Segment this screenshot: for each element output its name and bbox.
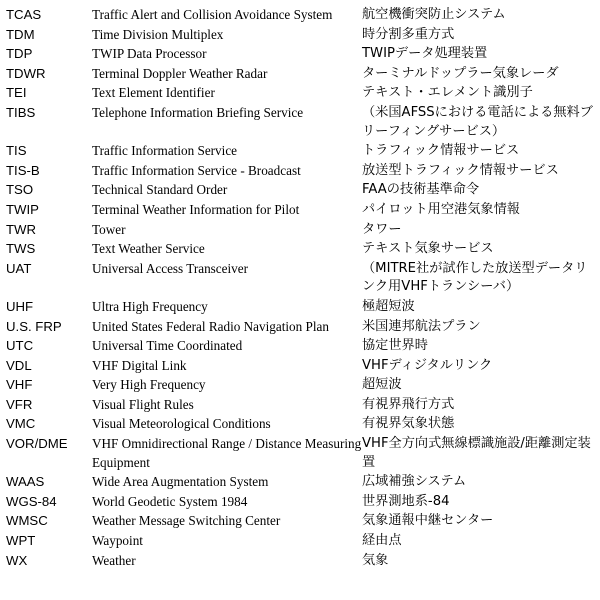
abbreviation: TWS <box>6 241 36 257</box>
english-term: Visual Meteorological Conditions <box>92 416 271 432</box>
abbreviation: VFR <box>6 396 33 412</box>
japanese-term: テキスト気象サービス <box>362 241 494 257</box>
english-term: Telephone Information Briefing Service <box>92 104 304 120</box>
english-term: Wide Area Augmentation System <box>92 474 269 490</box>
japanese-term: パイロット用空港気象情報 <box>362 201 520 217</box>
japanese-term: テキスト・エレメント識別子 <box>362 85 533 101</box>
table-row <box>6 6 594 26</box>
english-term: Terminal Doppler Weather Radar <box>92 65 268 81</box>
table-row <box>6 396 594 416</box>
abbreviation: VOR/DME <box>6 436 68 452</box>
abbreviation: TIBS <box>6 104 36 120</box>
japanese-term: 協定世界時 <box>362 338 428 354</box>
abbreviation: TDWR <box>6 65 46 81</box>
english-term: VHF Omnidirectional Range / Distance Measuring Equipment <box>92 436 362 470</box>
abbreviation: UHF <box>6 298 34 314</box>
japanese-term: 米国連邦航法プラン <box>362 318 481 334</box>
english-term: Ultra High Frequency <box>92 298 208 314</box>
table-row <box>6 376 594 396</box>
glossary-table <box>6 6 594 571</box>
english-term: Traffic Alert and Collision Avoidance System <box>92 7 333 22</box>
table-row <box>6 357 594 377</box>
table-row <box>6 26 594 46</box>
table-row <box>6 532 594 552</box>
japanese-term: （米国AFSSにおける電話による無料ブリーフィングサービス） <box>362 104 593 139</box>
japanese-term: TWIPデータ処理装置 <box>362 46 488 62</box>
abbreviation: WGS-84 <box>6 493 57 509</box>
abbreviation: VHF <box>6 377 33 393</box>
english-term: Text Element Identifier <box>92 85 215 101</box>
english-term: TWIP Data Processor <box>92 46 207 62</box>
table-row <box>6 104 594 142</box>
abbreviation: UTC <box>6 338 34 354</box>
japanese-term: 経由点 <box>362 533 402 549</box>
japanese-term: 有視界飛行方式 <box>362 396 455 412</box>
english-term: Waypoint <box>92 533 143 549</box>
abbreviation: TSO <box>6 182 34 198</box>
table-row <box>6 65 594 85</box>
english-term: Technical Standard Order <box>92 182 228 198</box>
japanese-term: 時分割多重方式 <box>362 26 455 42</box>
japanese-term: 有視界気象状態 <box>362 416 455 432</box>
abbreviation: WPT <box>6 533 36 549</box>
abbreviation: VMC <box>6 416 36 432</box>
english-term: Time Division Multiplex <box>92 26 224 42</box>
japanese-term: 気象 <box>362 552 389 568</box>
table-row <box>6 435 594 473</box>
table-row <box>6 162 594 182</box>
abbreviation: TWIP <box>6 201 39 217</box>
table-row <box>6 473 594 493</box>
abbreviation: WAAS <box>6 474 45 490</box>
english-term: Visual Flight Rules <box>92 396 194 412</box>
table-row <box>6 221 594 241</box>
table-row <box>6 45 594 65</box>
japanese-term: タワー <box>362 221 402 237</box>
english-term: Tower <box>92 221 126 237</box>
japanese-term: ターミナルドップラー気象レーダ <box>362 65 559 81</box>
table-row <box>6 318 594 338</box>
japanese-term: 放送型トラフィック情報サービス <box>362 162 559 178</box>
abbreviation: TCAS <box>6 7 42 22</box>
abbreviation: WX <box>6 552 28 568</box>
abbreviation: TDM <box>6 26 35 42</box>
english-term: Weather <box>92 552 136 568</box>
english-term: Universal Time Coordinated <box>92 338 243 354</box>
abbreviation: TEI <box>6 85 27 101</box>
table-row <box>6 512 594 532</box>
english-term: Weather Message Switching Center <box>92 513 281 529</box>
table-row <box>6 337 594 357</box>
japanese-term: FAAの技術基準命令 <box>362 182 480 198</box>
english-term: Traffic Information Service <box>92 143 238 159</box>
table-row <box>6 260 594 298</box>
table-row <box>6 415 594 435</box>
table-row <box>6 84 594 104</box>
table-row <box>6 298 594 318</box>
abbreviation: U.S. FRP <box>6 318 62 334</box>
table-row <box>6 552 594 572</box>
japanese-term: （MITRE社が試作した放送型データリンク用VHFトランシーバ） <box>362 260 588 295</box>
abbreviation: VDL <box>6 357 32 373</box>
abbreviation: UAT <box>6 260 32 276</box>
abbreviation: TWR <box>6 221 37 237</box>
table-row <box>6 493 594 513</box>
abbreviation: TIS <box>6 143 27 159</box>
table-row <box>6 201 594 221</box>
table-row <box>6 240 594 260</box>
japanese-term: VHFディジタルリンク <box>362 357 493 373</box>
japanese-term: 航空機衝突防止システム <box>362 7 506 22</box>
english-term: Terminal Weather Information for Pilot <box>92 201 300 217</box>
english-term: VHF Digital Link <box>92 357 187 373</box>
table-row <box>6 142 594 162</box>
japanese-term: トラフィック情報サービス <box>362 143 520 159</box>
english-term: Traffic Information Service - Broadcast <box>92 162 301 178</box>
glossary-body <box>6 6 594 571</box>
japanese-term: VHF全方向式無線標識施設/距離測定装置 <box>362 436 591 470</box>
abbreviation: WMSC <box>6 513 48 529</box>
japanese-term: 気象通報中継センター <box>362 513 494 529</box>
japanese-term: 超短波 <box>362 377 402 393</box>
english-term: Text Weather Service <box>92 241 205 257</box>
abbreviation: TIS-B <box>6 162 40 178</box>
english-term: United States Federal Radio Navigation Plan <box>92 318 329 334</box>
japanese-term: 広域補強システム <box>362 474 467 490</box>
japanese-term: 極超短波 <box>362 298 415 314</box>
english-term: Very High Frequency <box>92 377 206 393</box>
abbreviation: TDP <box>6 46 33 62</box>
table-row <box>6 181 594 201</box>
japanese-term: 世界測地系-84 <box>362 493 450 509</box>
english-term: World Geodetic System 1984 <box>92 493 248 509</box>
english-term: Universal Access Transceiver <box>92 260 249 276</box>
